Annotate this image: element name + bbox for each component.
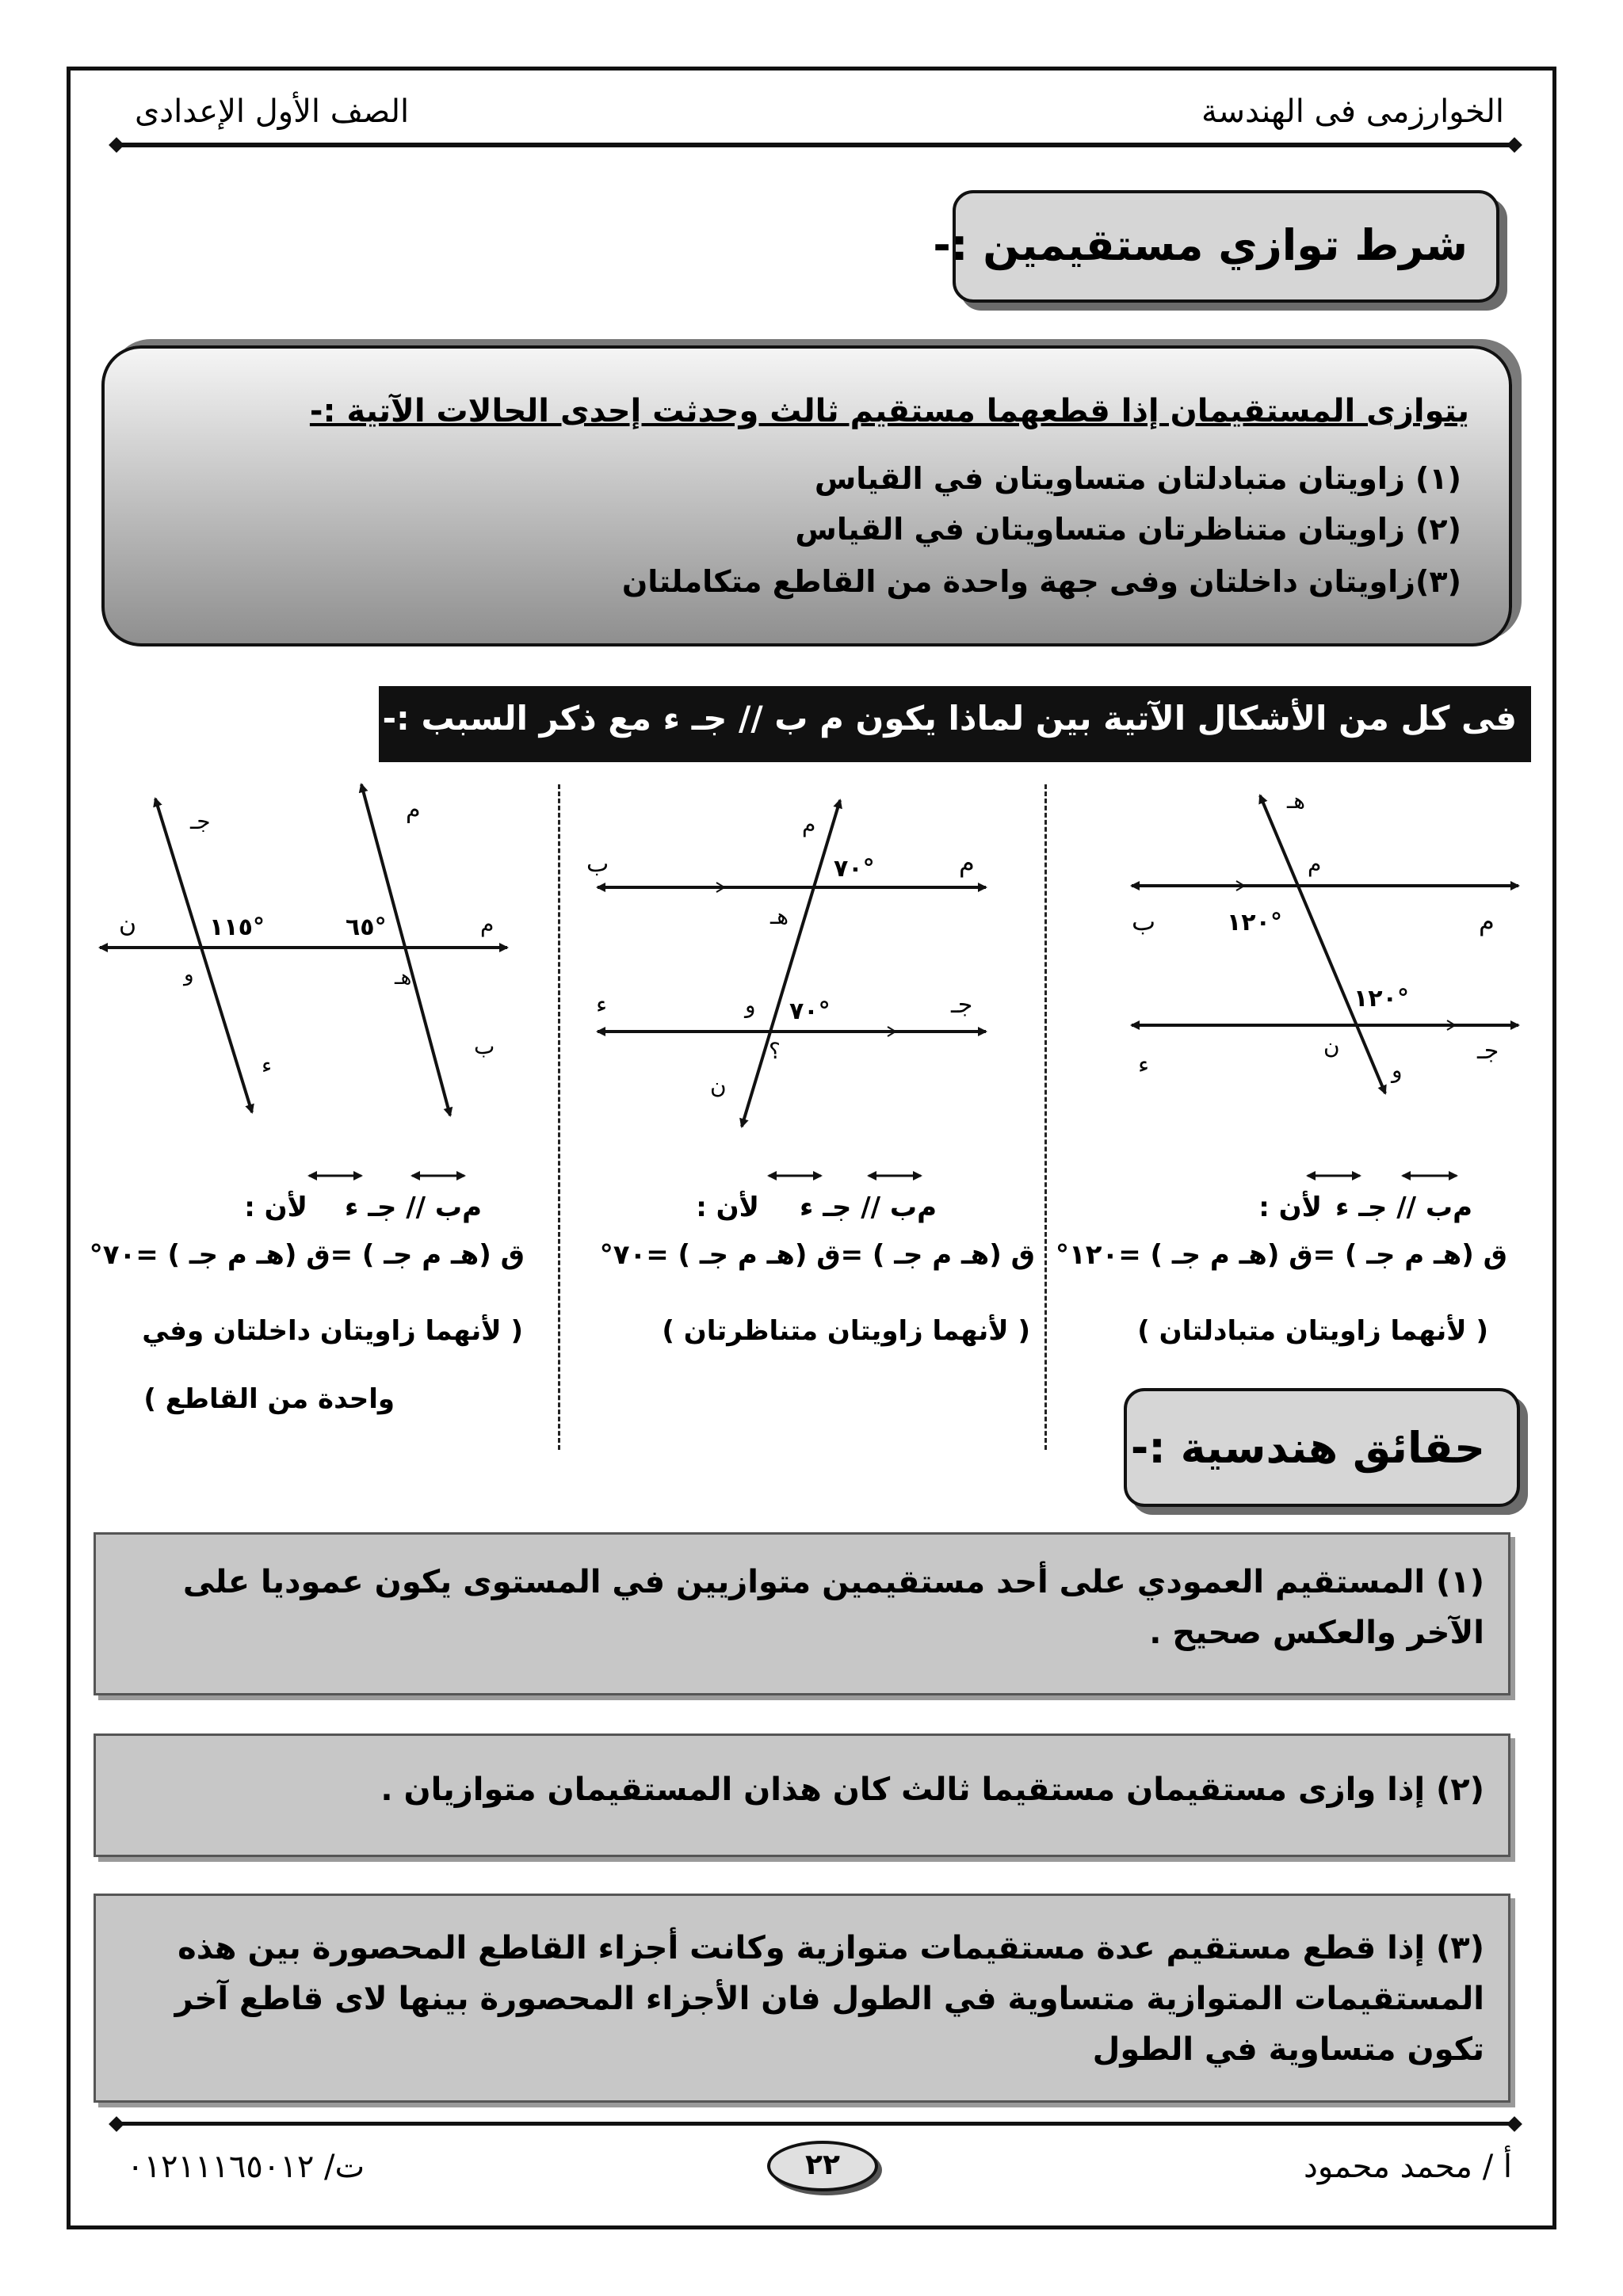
conditions-box xyxy=(101,345,1512,646)
fig2-equation: ﻕ (هـ ﻡ جـ ) =ﻕ (هـ ﻡ جـ ) =٧٠° xyxy=(599,1239,1035,1271)
page-number: ٢٢ xyxy=(805,2149,840,2181)
fig3-equation: ﻕ (هـ ﻡ جـ ) =ﻕ (هـ ﻡ جـ ) =٧٠° xyxy=(89,1239,525,1271)
condition-item-2: (٢) زاويتان متناظرتان متساويتان في القياس xyxy=(795,512,1461,547)
fig2-label-d: ء xyxy=(596,991,608,1019)
fig1-reason: ( لأنهما زاويتان متبادلتان ) xyxy=(1137,1315,1488,1347)
fig1-label-m: م xyxy=(1308,851,1322,877)
fig3-label-h: هـ xyxy=(395,966,412,990)
fact-2: (٢) إذا وازى مستقيمان مستقيما ثالث كان هذان المستقيمان متوازيان . xyxy=(380,1772,1484,1808)
header-rule xyxy=(116,143,1514,147)
fig3-angle-1: ٦٥° xyxy=(346,913,387,941)
fig3-reason-line1: ( لأنهما زاويتان داخلتان وفي xyxy=(142,1315,523,1347)
fact-box-3 xyxy=(94,1894,1510,2103)
fig1-label-w: و xyxy=(1392,1057,1403,1083)
section2-title-box xyxy=(1124,1388,1520,1507)
footer-author: أ / محمد محمود xyxy=(1304,2149,1512,2185)
condition-item-1: (١) زاويتان متبادلتان متساويتان في القياس xyxy=(814,461,1461,496)
fig1-parallel-statement: ﻡب // جـ ء xyxy=(1335,1192,1472,1223)
fig3-label-n: ن xyxy=(119,910,137,938)
fig1-equation: ﻕ (هـ ﻡ جـ ) =ﻕ (هـ ﻡ جـ ) =١٢٠° xyxy=(1055,1239,1507,1271)
fact-box-1 xyxy=(94,1532,1510,1695)
fig3-angle-2: ١١٥° xyxy=(209,913,265,941)
fig2-transversal xyxy=(742,800,840,1127)
fact-1: (١) المستقيم العمودي على أحد مستقيمين متوازيين في المستوى يكون عموديا على الآخر والعكس صحيح . xyxy=(182,1564,1484,1651)
page-number-badge xyxy=(767,2141,878,2191)
section2-title: حقائق هندسية :- xyxy=(1130,1423,1485,1473)
fig2-label-w: و xyxy=(745,992,756,1018)
fig1-angle-1: ١٢٠° xyxy=(1227,909,1282,936)
figures-svg xyxy=(0,761,1623,1188)
fig1-label-j: جـ xyxy=(1477,1037,1499,1065)
question-bar xyxy=(379,686,1531,762)
fig3-label-b: ب xyxy=(474,1033,495,1059)
fact-box-2 xyxy=(94,1733,1510,1857)
condition-item-3: (٣)زاويتان داخلتان وفى جهة واحدة من القاطع متكاملتان xyxy=(621,564,1461,599)
fig2-label-j: جـ xyxy=(951,991,973,1019)
figure-1-diagram xyxy=(1132,788,1518,1093)
fig3-parallel-statement: ﻡب // جـ ء xyxy=(345,1192,482,1223)
fig2-label-q: ؟ xyxy=(769,1038,781,1064)
fig3-because: لأن : xyxy=(244,1192,307,1223)
fig1-angle-2: ١٢٠° xyxy=(1354,985,1409,1013)
fig3-label-d: ء xyxy=(262,1052,273,1078)
fig1-label-d: ء xyxy=(1138,1051,1150,1079)
fig3-label-j: جـ xyxy=(190,808,211,834)
fig2-angle-1: ٧٠° xyxy=(834,855,875,883)
section1-title-box xyxy=(933,190,1499,303)
fig2-label-n: ن xyxy=(710,1073,727,1099)
figure-3-diagram xyxy=(100,784,507,1116)
header-right-title: الخوارزمى فى الهندسة xyxy=(1201,93,1504,130)
conditions-title: يتوازى المستقيمان إذا قطعهما مستقيم ثالث وحدثت إحدى الحالات الآتية :- xyxy=(309,393,1469,429)
fig1-because: لأن : xyxy=(1258,1192,1322,1223)
fact-3: (٣) إذا قطع مستقيم عدة مستقيمات متوازية وكانت أجزاء القاطع المحصورة بين هذه المستقيمات المتوازية متساوية في الطول فان الأجزاء المحصورة بينها لاى قاطع آخر تكون متساوية في الطول xyxy=(174,1930,1484,2068)
footer-phone: ت/ ٠١٢١١١٦٥٠١٢ xyxy=(127,2149,365,2185)
fig2-label-a: ﻡ xyxy=(959,848,975,878)
fig2-reason: ( لأنهما زاويتان متناظرتان ) xyxy=(662,1315,1030,1347)
fig3-label-a: ﻡ xyxy=(406,796,421,824)
header-left-title: الصف الأول الإعدادى xyxy=(135,93,410,130)
fig1-transversal xyxy=(1260,795,1385,1093)
fig3-line-jd xyxy=(155,799,252,1112)
figure-2-diagram xyxy=(586,800,986,1127)
fig1-label-a: ﻡ xyxy=(1479,906,1495,936)
fig3-label-w: و xyxy=(184,963,194,986)
fig2-label-m: م xyxy=(802,811,816,837)
fig3-line-ab xyxy=(361,784,450,1116)
fig2-because: لأن : xyxy=(696,1192,759,1223)
fig1-label-n: ن xyxy=(1323,1033,1340,1059)
fig2-label-b: ب xyxy=(586,850,609,878)
fig2-angle-2: ٧٠° xyxy=(789,997,831,1025)
footer-rule xyxy=(116,2122,1514,2126)
fig1-label-h: هـ xyxy=(1287,788,1305,814)
fig2-label-h: هـ xyxy=(770,903,789,929)
fig3-label-m: م xyxy=(480,911,495,937)
section1-title: شرط توازي مستقيمين :- xyxy=(933,220,1468,270)
fig2-parallel-statement: ﻡب // جـ ء xyxy=(800,1192,937,1223)
fig1-label-b: ب xyxy=(1132,906,1156,936)
question-text: فى كل من الأشكال الآتية بين لماذا يكون ﻡ ب // جـ ء مع ذكر السبب :- xyxy=(382,699,1517,738)
fig3-reason-line2: واحدة من القاطع ) xyxy=(143,1383,395,1415)
